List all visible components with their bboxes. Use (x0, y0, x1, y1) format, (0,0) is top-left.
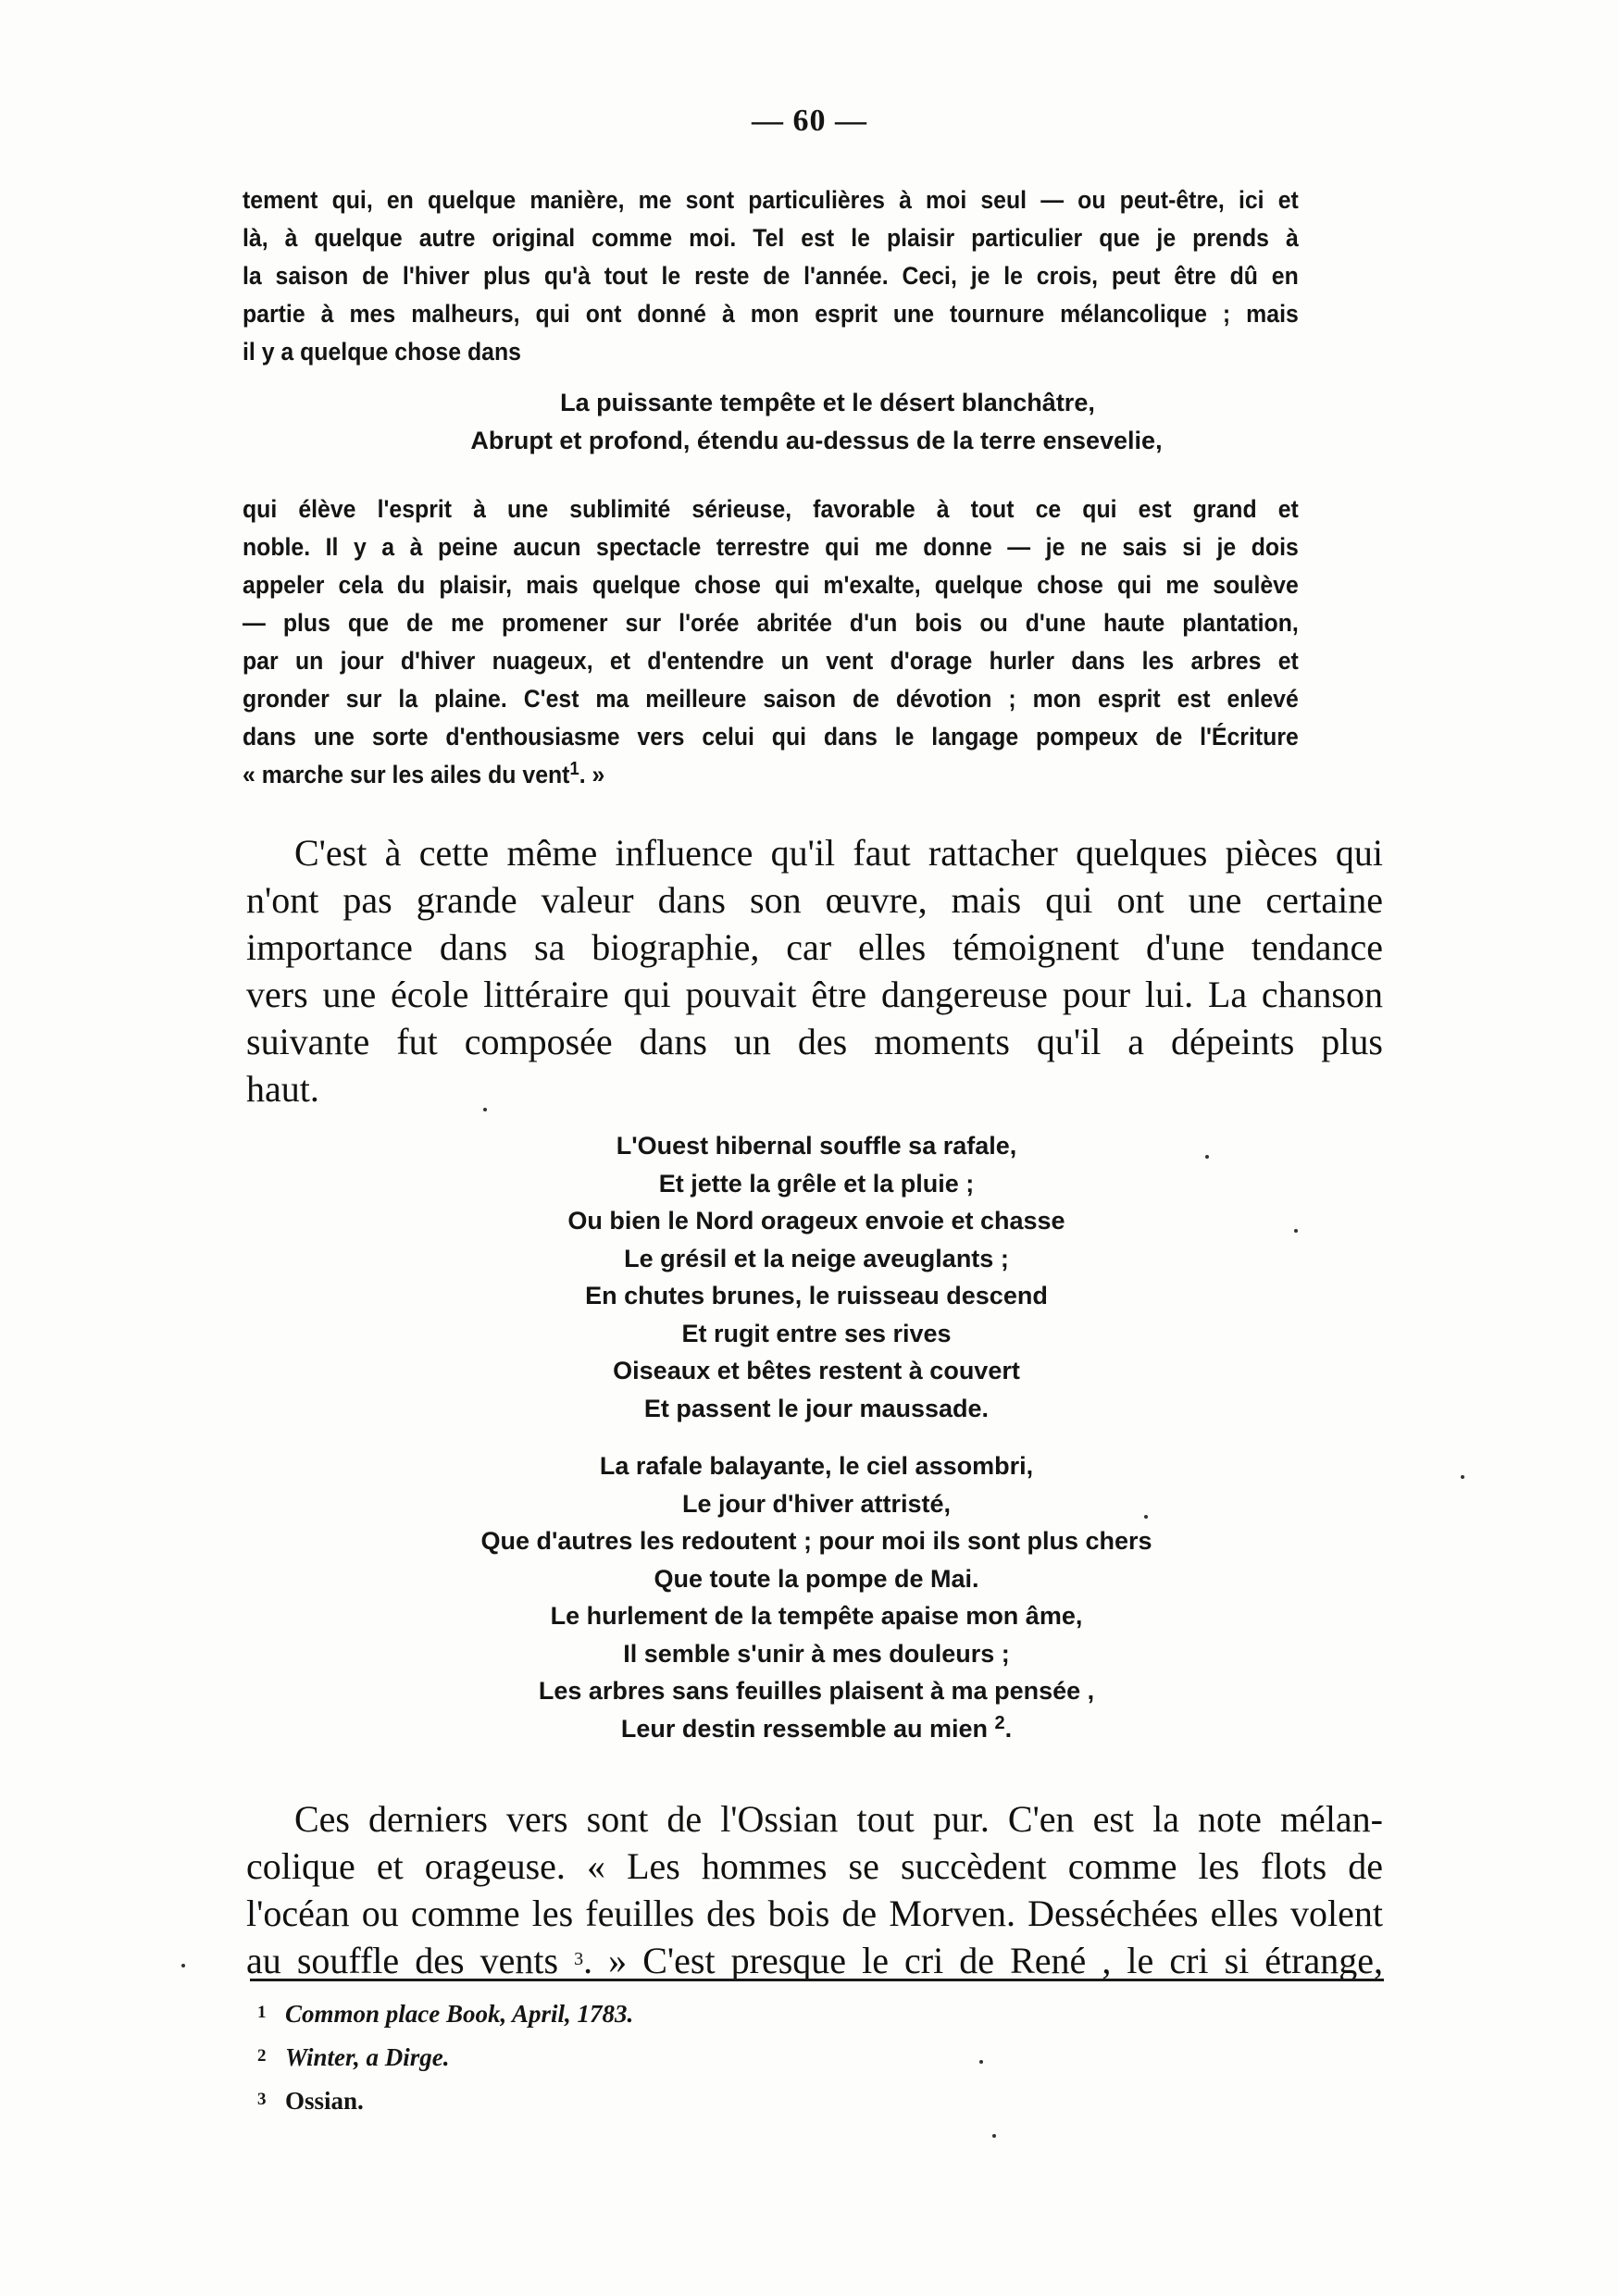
print-speck (1461, 1475, 1464, 1479)
poem-line: Le hurlement de la tempête apaise mon âme, (550, 1602, 1083, 1630)
quote-line: gronder sur la plaine. C'est ma meilleure saison de dévotion ; mon esprit est enlevé (243, 685, 1299, 713)
poem-stanza-2 (243, 1447, 1390, 1747)
paragraph-line-end: . » C'est presque le cri de René , le cri si étrange, (583, 1940, 1383, 1981)
page-number: — 60 — (752, 104, 867, 138)
quote-line-last (243, 756, 1299, 794)
paragraph-line-last (246, 1937, 1383, 1984)
paragraph-line: haut. (246, 1068, 319, 1110)
poem-line: Et rugit entre ses rives (681, 1319, 952, 1347)
quote-line: — plus que de me promener sur l'orée abritée d'un bois ou d'une haute plantation, (243, 609, 1299, 637)
poem-line: Oiseaux et bêtes restent à couvert (613, 1357, 1020, 1384)
footnote-1 (257, 1992, 633, 2035)
quote-line-end: . » (579, 761, 605, 788)
quote-line: qui élève l'esprit à une sublimité sérieuse, favorable à tout ce qui est grand et (243, 495, 1299, 523)
quote-block-top (243, 181, 1299, 371)
poem-line: Le jour d'hiver attristé, (682, 1489, 951, 1518)
poem-line-end: . (1004, 1714, 1013, 1743)
footnote-mark: 1 (257, 2003, 267, 2022)
poem-stanza-1 (243, 1127, 1390, 1427)
footnote-2 (257, 2035, 633, 2079)
poem-line: Que toute la pompe de Mai. (654, 1564, 979, 1593)
quote-block-bottom (243, 490, 1299, 794)
poem-line-text: Leur destin ressemble au mien (620, 1714, 988, 1743)
quote-line: la saison de l'hiver plus qu'à tout le reste de l'année. Ceci, je le crois, peut être dû en (243, 262, 1299, 290)
footnote-ref: 3 (574, 1949, 584, 1969)
paragraph-line: C'est à cette même influence qu'il faut rattacher quelques pièces qui (294, 832, 1383, 874)
quote-line: appeler cela du plaisir, mais quelque chose qui m'exalte, quelque chose qui me soulève (243, 571, 1299, 599)
poem-line-last (243, 1710, 1390, 1748)
footnote-text: Common place Book, April, 1783. (285, 2000, 634, 2028)
poem-line: Et passent le jour maussade. (643, 1394, 990, 1422)
footnote-text: Ossian. (285, 2087, 364, 2115)
print-speck (483, 1108, 487, 1111)
poem-line: Et jette la grêle et la pluie ; (658, 1169, 975, 1198)
quote-line: tement qui, en quelque manière, me sont particulières à moi seul — ou peut-être, ici et (243, 186, 1299, 214)
paragraph-line: suivante fut composée dans un des moments qu'il a dépeints plus (246, 1021, 1383, 1062)
paragraph-line: l'océan ou comme les feuilles des bois de Morven. Desséchées elles volent (246, 1893, 1383, 1934)
print-speck (181, 1964, 185, 1967)
quote-line: dans une sorte d'enthousiasme vers celui qui dans le langage pompeux de l'Écriture (243, 723, 1299, 751)
footnote-text: Winter, a Dirge. (285, 2043, 450, 2071)
footnote-3 (257, 2079, 633, 2122)
quote-line-text: « marche sur les ailes du vent (243, 761, 570, 788)
footnotes (257, 1992, 633, 2122)
paragraph-line: importance dans sa biographie, car elles témoignent d'une tendance (246, 926, 1383, 968)
paragraph-line: colique et orageuse. « Les hommes se succèdent comme les flots de (246, 1845, 1383, 1887)
paragraph-line: vers une école littéraire qui pouvait être dangereuse pour lui. La chanson (246, 974, 1383, 1015)
print-speck (1205, 1155, 1209, 1159)
poem-line: La rafale balayante, le ciel assombri, (599, 1452, 1034, 1480)
poem-line: Il semble s'unir à mes douleurs ; (623, 1639, 1010, 1668)
paragraph-line: Ces derniers vers sont de l'Ossian tout pur. C'en est la note mélan- (294, 1798, 1383, 1840)
quote-line: il y a quelque chose dans (243, 338, 521, 366)
footnote-mark: 2 (257, 2046, 267, 2066)
quote-verse-line: La puissante tempête et le désert blanchâtre, (560, 389, 1095, 416)
poem-line: En chutes brunes, le ruisseau descend (585, 1282, 1048, 1309)
poem-line: Que d'autres les redoutent ; pour moi ils sont plus chers (480, 1527, 1152, 1555)
paragraph-influence (246, 829, 1383, 1112)
poem-line: L'Ouest hibernal souffle sa rafale, (616, 1132, 1017, 1160)
quote-verse-line: Abrupt et profond, étendu au-dessus de la terre ensevelie, (470, 427, 1163, 454)
print-speck (1294, 1229, 1298, 1233)
poem-line: Ou bien le Nord orageux envoie et chasse (567, 1207, 1065, 1235)
footnote-ref: 1 (569, 759, 579, 779)
quote-verse (243, 384, 1390, 460)
quote-line: par un jour d'hiver nuageux, et d'entendre un vent d'orage hurler dans les arbres et (243, 647, 1299, 675)
poem-line: Les arbres sans feuilles plaisent à ma pensée , (538, 1677, 1095, 1705)
quote-line: noble. Il y a à peine aucun spectacle terrestre qui me donne — je ne sais si je dois (243, 533, 1299, 561)
paragraph-ossian (246, 1795, 1383, 1984)
quote-line: partie à mes malheurs, qui ont donné à mon esprit une tournure mélancolique ; mais (243, 300, 1299, 328)
footnote-ref: 2 (994, 1712, 1005, 1733)
print-speck (1144, 1515, 1148, 1519)
footnote-divider (250, 1979, 1384, 1981)
print-speck (992, 2134, 996, 2138)
quote-line: là, à quelque autre original comme moi. Tel est le plaisir particulier que je prends à (243, 224, 1299, 252)
poem-line: Le grésil et la neige aveuglants ; (624, 1244, 1009, 1272)
print-speck (979, 2060, 983, 2064)
footnote-mark: 3 (257, 2090, 267, 2109)
paragraph-line-text: au souffle des vents (246, 1940, 559, 1981)
paragraph-line: n'ont pas grande valeur dans son œuvre, mais qui ont une certaine (246, 879, 1383, 921)
